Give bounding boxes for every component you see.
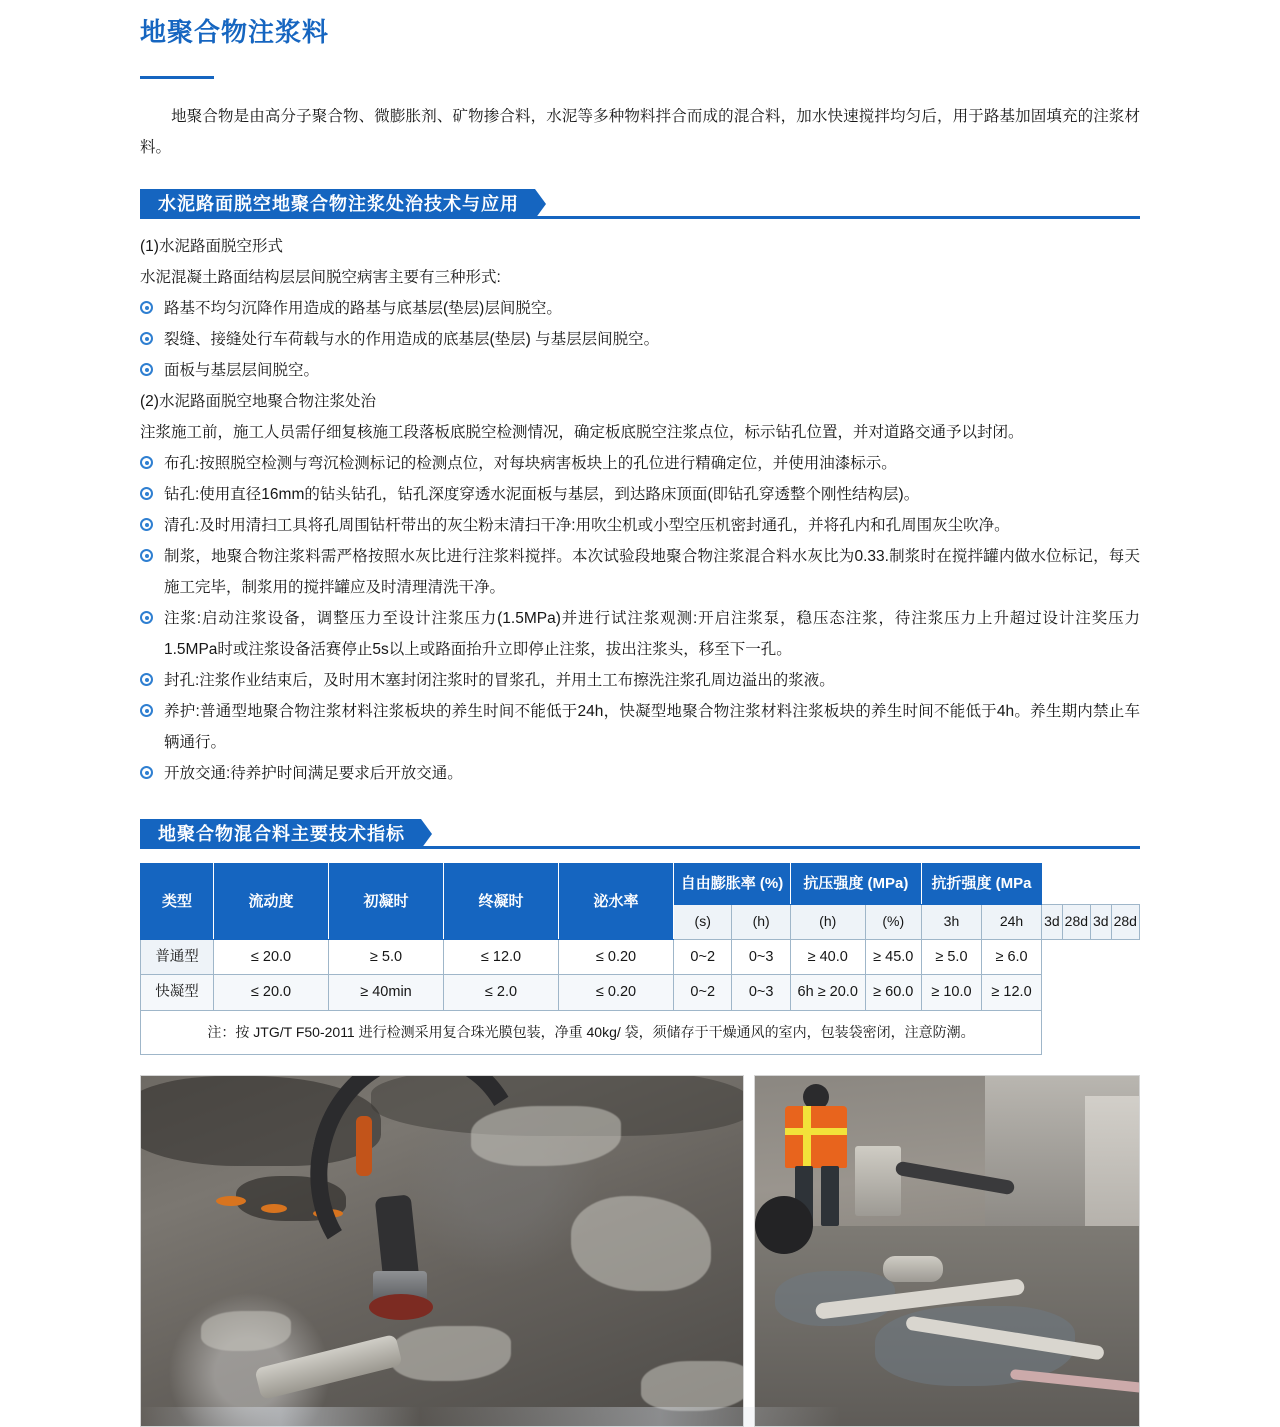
- row-label: 快凝型: [141, 975, 214, 1011]
- list-item-text: 养护:普通型地聚合物注浆材料注浆板块的养生时间不能低于24h，快凝型地聚合物注浆材料注浆板块的养生时间不能低于4h。养生期内禁止车辆通行。: [164, 703, 1140, 752]
- intro-text: 地聚合物是由高分子聚合物、微膨胀剂、矿物掺合料，水泥等多种物料拌合而成的混合料，加水快速搅拌均匀后，用于路基加固填充的注浆材料。: [140, 108, 1140, 157]
- unit-compressive-28d: 28d: [1062, 904, 1090, 939]
- grout-collar: [369, 1294, 433, 1320]
- worker-leg: [821, 1166, 839, 1226]
- bullet-circle-icon: [140, 456, 153, 469]
- list-item: [140, 603, 1140, 665]
- section-heading-1-label: 水泥路面脱空地聚合物注浆处治技术与应用: [140, 189, 535, 219]
- bullet-circle-icon: [140, 611, 153, 624]
- cell-expansion-24h: 0~3: [732, 975, 790, 1011]
- cell-compressive-3d: ≥ 40.0: [790, 939, 865, 975]
- vest-stripe: [803, 1106, 811, 1168]
- list-item-text: 面板与基层层间脱空。: [164, 362, 320, 380]
- page-bottom-decoration: [140, 1407, 1140, 1427]
- list-item-text: 清孔:及时用清扫工具将孔周围钻杆带出的灰尘粉末清扫干净:用吹尘机或小型空压机密封通孔，并将孔内和孔周围灰尘吹净。: [164, 517, 1010, 535]
- title-underline: [140, 76, 214, 79]
- list-item: [140, 479, 1140, 510]
- concrete-patch: [641, 1361, 744, 1411]
- construction-site-scene: [755, 1076, 1139, 1426]
- tire: [755, 1196, 813, 1254]
- sub-lead-2: 注浆施工前，施工人员需仔细复核施工段落板底脱空检测情况，确定板底脱空注浆点位，标示钻孔位置，并对道路交通予以封闭。: [140, 424, 1024, 442]
- section-1-body: [140, 231, 1140, 789]
- unit-flexural-28d: 28d: [1111, 904, 1139, 939]
- photo-row: [140, 1075, 1140, 1427]
- list-item-text: 注浆:启动注浆设备，调整压力至设计注浆压力(1.5MPa)并进行试注浆观测:开启注浆泵，稳压态注浆，待注浆压力上升超过设计注奖压力1.5MPa时或注浆设备活赛停止5s以上或路面抬升立即停止注浆，拔出注浆头，移至下一孔。: [164, 610, 1140, 659]
- col-header-free-expansion: 自由膨胀率 (%): [674, 864, 791, 905]
- sub-lead-1: 水泥混凝土路面结构层层间脱空病害主要有三种形式:: [140, 269, 501, 287]
- unit-bleed-rate: (%): [865, 904, 921, 939]
- row-label: 普通型: [141, 939, 214, 975]
- section-heading-2: [140, 819, 1140, 849]
- list-item: [140, 758, 1140, 789]
- concrete-patch: [201, 1311, 291, 1351]
- unit-flexural-3d: 3d: [1091, 904, 1112, 939]
- sub-heading-2: (2)水泥路面脱空地聚合物注浆处治: [140, 393, 376, 411]
- cell-flow: ≤ 20.0: [214, 939, 329, 975]
- list-item: [140, 541, 1140, 603]
- bullet-circle-icon: [140, 673, 153, 686]
- page-title: 地聚合物注浆料: [140, 17, 330, 47]
- section-heading-1: [140, 189, 1140, 219]
- bullet-circle-icon: [140, 766, 153, 779]
- cell-flexural-3d: ≥ 10.0: [921, 975, 981, 1011]
- cell-final-set: ≤ 2.0: [444, 975, 559, 1011]
- table-note-row: [141, 1010, 1140, 1054]
- col-header-flexural-strength: 抗折强度 (MPa: [921, 864, 1041, 905]
- bullet-circle-icon: [140, 332, 153, 345]
- col-header-initial-set: 初凝时: [329, 864, 444, 939]
- col-header-bleed-rate: 泌水率: [559, 864, 674, 939]
- cell-bleed-rate: ≤ 0.20: [559, 975, 674, 1011]
- spec-table-head: [141, 864, 1140, 939]
- bullet-circle-icon: [140, 487, 153, 500]
- grout-head: [883, 1256, 943, 1282]
- list-item: [140, 696, 1140, 758]
- list-item-text: 制浆，地聚合物注浆料需严格按照水灰比进行注浆料搅拌。本次试验段地聚合物注浆混合料水灰比为0.33.制浆时在搅拌罐内做水位标记，每天施工完毕，制浆用的搅拌罐应及时清理清洗干净。: [164, 548, 1140, 597]
- list-item-text: 裂缝、接缝处行车荷载与水的作用造成的底基层(垫层) 与基层层间脱空。: [164, 331, 660, 349]
- section-heading-2-label: 地聚合物混合料主要技术指标: [140, 819, 421, 849]
- spec-table: [140, 863, 1140, 1055]
- list-item: [140, 355, 1140, 386]
- sub-heading-1: (1)水泥路面脱空形式: [140, 238, 283, 256]
- col-header-final-set: 终凝时: [444, 864, 559, 939]
- unit-flow: (s): [674, 904, 732, 939]
- table-note: 注：按 JTG/T F50-2011 进行检测采用复合珠光膜包装，净重 40kg/ 袋，须储存于干燥通风的室内，包装袋密闭，注意防潮。: [141, 1010, 1042, 1054]
- grouting-machine: [855, 1146, 901, 1216]
- list-item: [140, 665, 1140, 696]
- table-row: [141, 975, 1140, 1011]
- cell-initial-set: ≥ 5.0: [329, 939, 444, 975]
- cell-expansion-3h: 0~2: [674, 975, 732, 1011]
- list-item: [140, 448, 1140, 479]
- col-header-type: 类型: [141, 864, 214, 939]
- worker-vest: [785, 1106, 847, 1168]
- bullet-circle-icon: [140, 518, 153, 531]
- list-item-text: 开放交通:待养护时间满足要求后开放交通。: [164, 765, 463, 783]
- cell-final-set: ≤ 12.0: [444, 939, 559, 975]
- cell-compressive-3d: 6h ≥ 20.0: [790, 975, 865, 1011]
- pavement-scene: [141, 1076, 743, 1426]
- spec-table-wrapper: [140, 863, 1140, 1055]
- bullet-circle-icon: [140, 549, 153, 562]
- col-header-flow: 流动度: [214, 864, 329, 939]
- list-item: [140, 510, 1140, 541]
- unit-expansion-3h: 3h: [921, 904, 981, 939]
- cell-initial-set: ≥ 40min: [329, 975, 444, 1011]
- photo-worker-grouting-site: [754, 1075, 1140, 1427]
- cell-compressive-28d: ≥ 60.0: [865, 975, 921, 1011]
- spec-table-foot: [141, 1010, 1140, 1054]
- cell-flexural-28d: ≥ 12.0: [982, 975, 1042, 1011]
- cell-bleed-rate: ≤ 0.20: [559, 939, 674, 975]
- cell-compressive-28d: ≥ 45.0: [865, 939, 921, 975]
- spec-table-body: [141, 939, 1140, 1010]
- vest-stripe: [785, 1128, 847, 1135]
- cell-flow: ≤ 20.0: [214, 975, 329, 1011]
- list-item: [140, 324, 1140, 355]
- cell-flexural-28d: ≥ 6.0: [982, 939, 1042, 975]
- bullet-circle-icon: [140, 704, 153, 717]
- list-item-text: 路基不均匀沉降作用造成的路基与底基层(垫层)层间脱空。: [164, 300, 562, 318]
- unit-compressive-3d: 3d: [1042, 904, 1063, 939]
- list-item-text: 封孔:注浆作业结束后，及时用木塞封闭注浆时的冒浆孔，并用土工布擦洗注浆孔周边溢出的浆液。: [164, 672, 835, 690]
- bullet-circle-icon: [140, 301, 153, 314]
- unit-initial-set: (h): [732, 904, 790, 939]
- concrete-patch: [391, 1326, 511, 1381]
- bullet-circle-icon: [140, 363, 153, 376]
- cell-flexural-3d: ≥ 5.0: [921, 939, 981, 975]
- concrete-patch: [571, 1196, 711, 1291]
- table-row: [141, 939, 1140, 975]
- col-header-compressive-strength: 抗压强度 (MPa): [790, 864, 921, 905]
- photo-grouting-hose-on-pavement: [140, 1075, 744, 1427]
- table-header-row: [141, 864, 1140, 905]
- unit-expansion-24h: 24h: [982, 904, 1042, 939]
- cell-expansion-24h: 0~3: [732, 939, 790, 975]
- list-item: [140, 293, 1140, 324]
- list-item-text: 布孔:按照脱空检测与弯沉检测标记的检测点位，对每块病害板块上的孔位进行精确定位，并使用油漆标示。: [164, 455, 897, 473]
- list-item-text: 钻孔:使用直径16mm的钻头钻孔，钻孔深度穿透水泥面板与基层，到达路床顶面(即钻孔穿透整个刚性结构层)。: [164, 486, 920, 504]
- unit-final-set: (h): [790, 904, 865, 939]
- intro-paragraph: [140, 101, 1140, 163]
- cell-expansion-3h: 0~2: [674, 939, 732, 975]
